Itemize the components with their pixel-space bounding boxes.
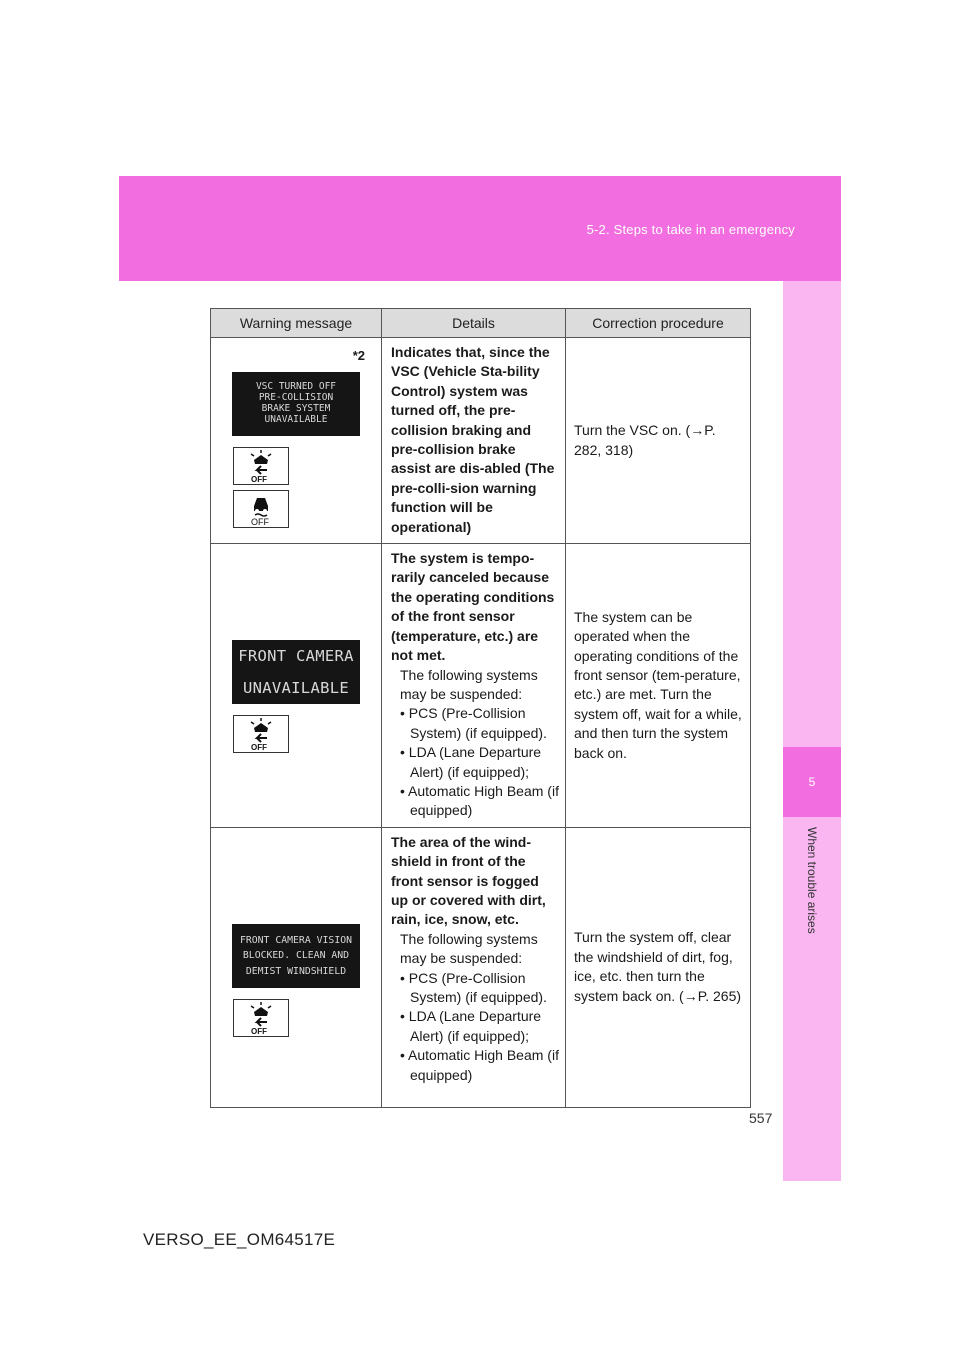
lcd-message [232, 924, 360, 988]
pcs-off-icon [233, 715, 289, 753]
document-code: VERSO_EE_OM64517E [143, 1230, 336, 1249]
lcd-message [232, 640, 360, 704]
correction-text: The system can be operated when the operating conditions of the front sensor (tem-perature, etc.) are met. Turn the system off, wait for a while, and then turn the system back on. [574, 608, 742, 761]
section-title: 5-2. Steps to take in an emergency [586, 222, 795, 237]
header-band [119, 176, 841, 281]
lcd-line: PRE-COLLISION [258, 392, 334, 403]
lcd-line: FRONT CAMERA [238, 647, 354, 666]
list-item: • PCS (Pre-Collision System) (if equipped). [400, 705, 547, 741]
correction-cell [566, 338, 751, 544]
lcd-message [232, 372, 360, 436]
lcd-line: UNAVAILABLE [264, 414, 328, 425]
warning-image-cell [211, 544, 382, 828]
list-item: • PCS (Pre-Collision System) (if equipped). [400, 969, 547, 1005]
header-correction: Correction procedure [566, 309, 751, 338]
icon-off-label: OFF [251, 1026, 267, 1036]
list-item: • Automatic High Beam (if equipped) [400, 1047, 559, 1083]
lcd-line: BLOCKED. CLEAN AND [242, 950, 350, 962]
warning-image-cell [211, 338, 382, 544]
warning-image-cell [211, 827, 382, 1107]
table-row [211, 338, 751, 544]
lcd-line: VSC TURNED OFF [255, 381, 337, 392]
lcd-line: FRONT CAMERA VISION [239, 934, 353, 946]
footnote-marker: *2 [352, 348, 365, 363]
details-cell [382, 827, 566, 1107]
side-tab [783, 281, 841, 1181]
lcd-line: UNAVAILABLE [243, 679, 349, 698]
correction-cell [566, 544, 751, 828]
details-intro: The following systems may be suspended: [400, 930, 538, 967]
details-intro: The following systems may be suspended: [400, 666, 538, 702]
header-details: Details [382, 309, 566, 338]
icon-off-label: OFF [251, 475, 267, 484]
pcs-off-icon [233, 447, 289, 485]
correction-text: Turn the system off, clear the windshield of dirt, fog, ice, etc. then turn the system back on. (→P. 265) [574, 929, 742, 1004]
icon-off-label: OFF [251, 517, 269, 527]
table-row [211, 544, 751, 828]
details-bold-text: The area of the wind-shield in front of the front sensor is fogged up or covered with dirt, rain, ice, snow, etc. [391, 833, 546, 928]
lcd-line: BRAKE SYSTEM [261, 403, 331, 414]
list-item: • Automatic High Beam (if equipped) [400, 782, 559, 819]
list-item: • LDA (Lane Departure Alert) (if equipped); [400, 1008, 542, 1044]
page-number: 557 [749, 1110, 773, 1126]
details-text: Indicates that, since the VSC (Vehicle Sta-bility Control) system was turned off, the pre-collision braking and pre-collision brake assist are dis-abled (The pre-colli-sion warning function will be operational) [391, 344, 555, 535]
table-header-row [211, 309, 751, 338]
warning-table [210, 308, 751, 1108]
chapter-number: 5 [783, 747, 841, 817]
list-item: • LDA (Lane Departure Alert) (if equipped); [400, 744, 542, 780]
details-cell [382, 544, 566, 828]
icon-off-label: OFF [251, 743, 267, 753]
header-warning-message: Warning message [211, 309, 382, 338]
details-cell [382, 338, 566, 544]
lcd-line: DEMIST WINDSHIELD [245, 965, 347, 977]
correction-text: Turn the VSC on. (→P. 282, 318) [574, 422, 716, 458]
suspended-systems-list [391, 969, 559, 1085]
chapter-label: When trouble arises [805, 827, 819, 934]
suspended-systems-list [391, 704, 559, 820]
vsc-off-icon [233, 490, 289, 528]
table-row [211, 827, 751, 1107]
correction-cell [566, 827, 751, 1107]
pcs-off-icon [233, 999, 289, 1037]
details-bold-text: The system is tempo-rarily canceled because the operating conditions of the front sensor (temperature, etc.) are not met. [391, 550, 555, 664]
